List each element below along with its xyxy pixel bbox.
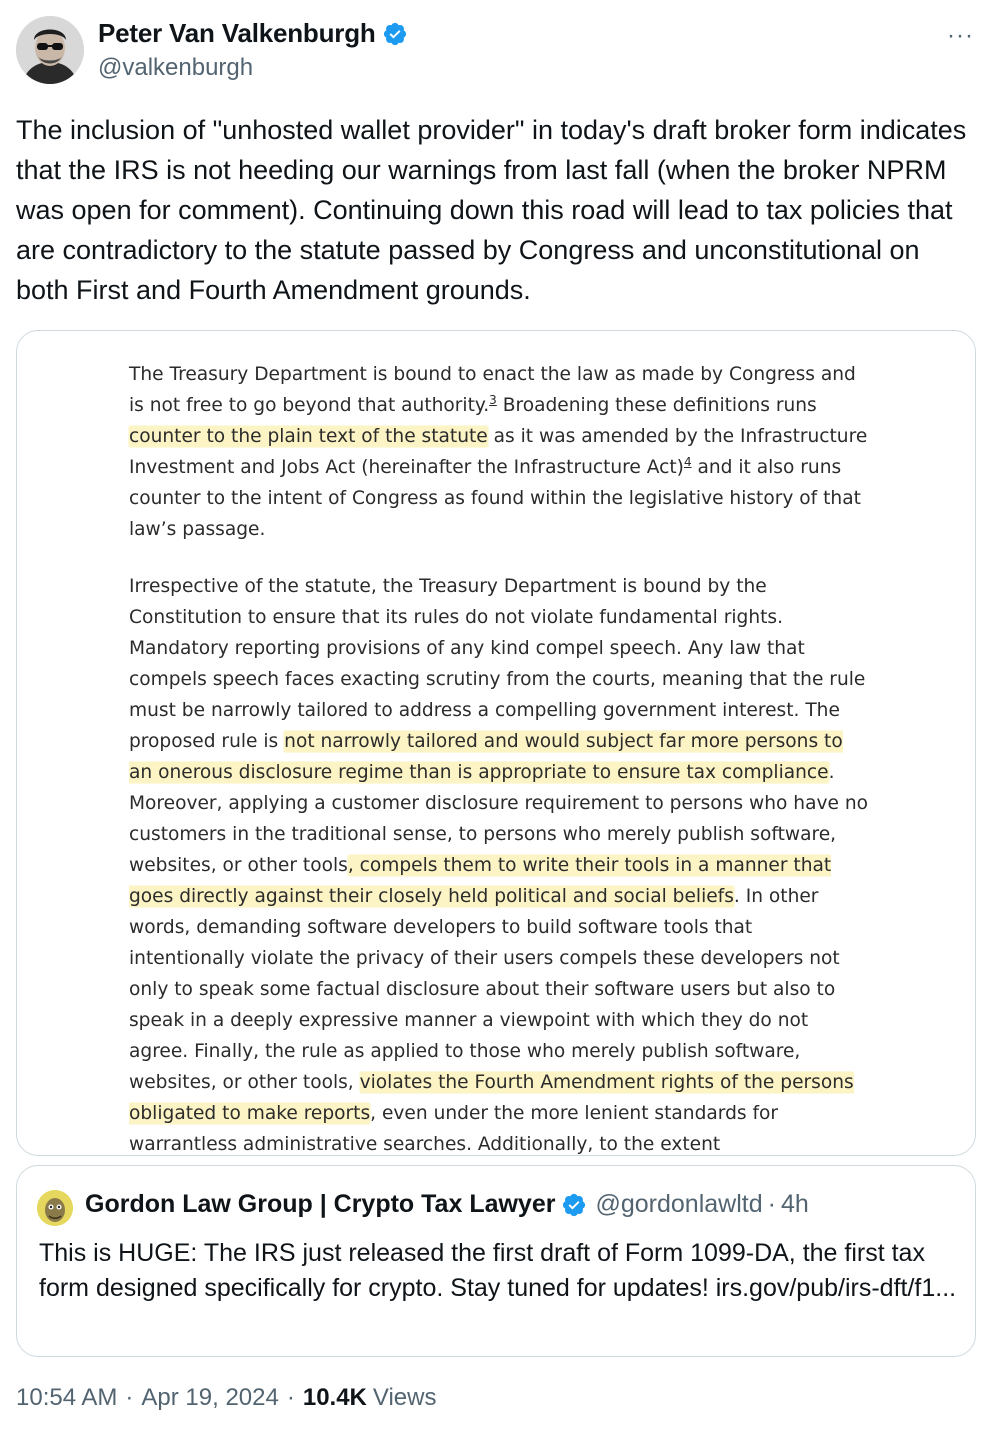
tweet-media-image[interactable] xyxy=(16,330,976,1156)
footnote-ref: 3 xyxy=(489,393,497,407)
verified-badge-icon xyxy=(382,21,408,47)
author-handle[interactable]: @valkenburgh xyxy=(98,54,254,81)
author-name[interactable]: Peter Van Valkenburgh xyxy=(98,18,376,48)
author-avatar[interactable] xyxy=(16,16,84,84)
author-name-row[interactable] xyxy=(98,18,408,49)
highlighted-text: not narrowly tailored and would subject far more persons to an onerous disclosure regime than is appropriate to ensure tax compliance xyxy=(129,731,843,783)
tweet-text: The inclusion of "unhosted wallet provider" in today's draft broker form indicates that the IRS is not heeding our warnings from last fall (when the broker NPRM was open for comment). Continuing down this road will lead to tax policies that are contradictory to the statute passed by Congress and unconstitutional on both First and Fourth Amendment grounds. xyxy=(16,115,967,305)
more-options-icon[interactable]: ··· xyxy=(947,22,974,49)
doc-text: as it was amended by the Infrastructure Investment and Jobs Act (hereinafter the Infrastructure Act) xyxy=(129,426,868,478)
tweet-meta xyxy=(16,1384,436,1412)
quoted-timestamp[interactable]: 4h xyxy=(780,1190,809,1218)
highlighted-text: , compels them to write their tools in a manner that goes directly against their closely held political and social beliefs xyxy=(129,855,832,907)
quoted-author-handle[interactable]: @gordonlawltd xyxy=(595,1190,763,1218)
document-paragraph-2 xyxy=(129,571,869,1156)
footnote-ref: 4 xyxy=(683,455,692,469)
separator-dot: · xyxy=(286,1384,295,1411)
highlighted-text: violates the Fourth Amendment rights of the persons obligated to make reports xyxy=(129,1072,854,1124)
quoted-author-name[interactable]: Gordon Law Group | Crypto Tax Lawyer xyxy=(85,1190,556,1218)
document-paragraph-1 xyxy=(129,359,869,545)
doc-text: . Moreover, applying a customer disclosure requirement to persons who have no customers in the traditional sense, to persons who merely publish software, websites, or other tools xyxy=(129,762,868,876)
tweet-time[interactable]: 10:54 AM xyxy=(16,1384,118,1411)
quoted-author-avatar[interactable] xyxy=(37,1190,73,1226)
author-avatar-image xyxy=(16,16,84,84)
tweet-date[interactable]: Apr 19, 2024 xyxy=(141,1384,279,1411)
quoted-tweet-text: This is HUGE: The IRS just released the first draft of Form 1099-DA, the first tax form designed specifically for crypto. Stay tuned for updates! irs.gov/pub/irs-dft/f1... xyxy=(39,1239,957,1302)
separator-dot: · xyxy=(767,1190,776,1218)
views-count: 10.4K xyxy=(302,1384,367,1411)
doc-text: , even under the more lenient standards for warrantless administrative searches. Additionally, to the extent xyxy=(129,1103,779,1155)
views-label: Views xyxy=(372,1384,437,1411)
highlighted-text: counter to the plain text of the statute xyxy=(129,426,488,447)
doc-text: Broadening these definitions runs xyxy=(496,395,817,416)
doc-text: . In other words, demanding software developers to build software tools that intentionally violate the privacy of their users compels these developers not only to speak some factual disclosure about their software users but also to speak in a deeply expressive manner a viewpoint with which they do not agree. Finally, the rule as applied to those who merely publish software, websites, or other tools, xyxy=(129,886,840,1093)
separator-dot: · xyxy=(125,1384,134,1411)
quoted-header xyxy=(85,1190,809,1219)
quoted-avatar-image xyxy=(37,1190,73,1226)
doc-text: Irrespective of the statute, the Treasury Department is bound by the Constitution to ensure that its rules do not violate fundamental rights. Mandatory reporting provisions of any kind compel speech. Any law that compels speech faces exacting scrutiny from the courts, meaning that the rule must be narrowly tailored to address a compelling government interest. The proposed rule is xyxy=(129,576,866,752)
doc-text: and it also runs counter to the intent of Congress as found within the legislative history of that law’s passage. xyxy=(129,457,861,540)
doc-text: The Treasury Department is bound to enact the law as made by Congress and is not free to go beyond that authority. xyxy=(129,364,856,416)
verified-badge-icon xyxy=(561,1192,587,1218)
document-excerpt xyxy=(129,359,869,1156)
quoted-tweet[interactable] xyxy=(16,1165,976,1357)
